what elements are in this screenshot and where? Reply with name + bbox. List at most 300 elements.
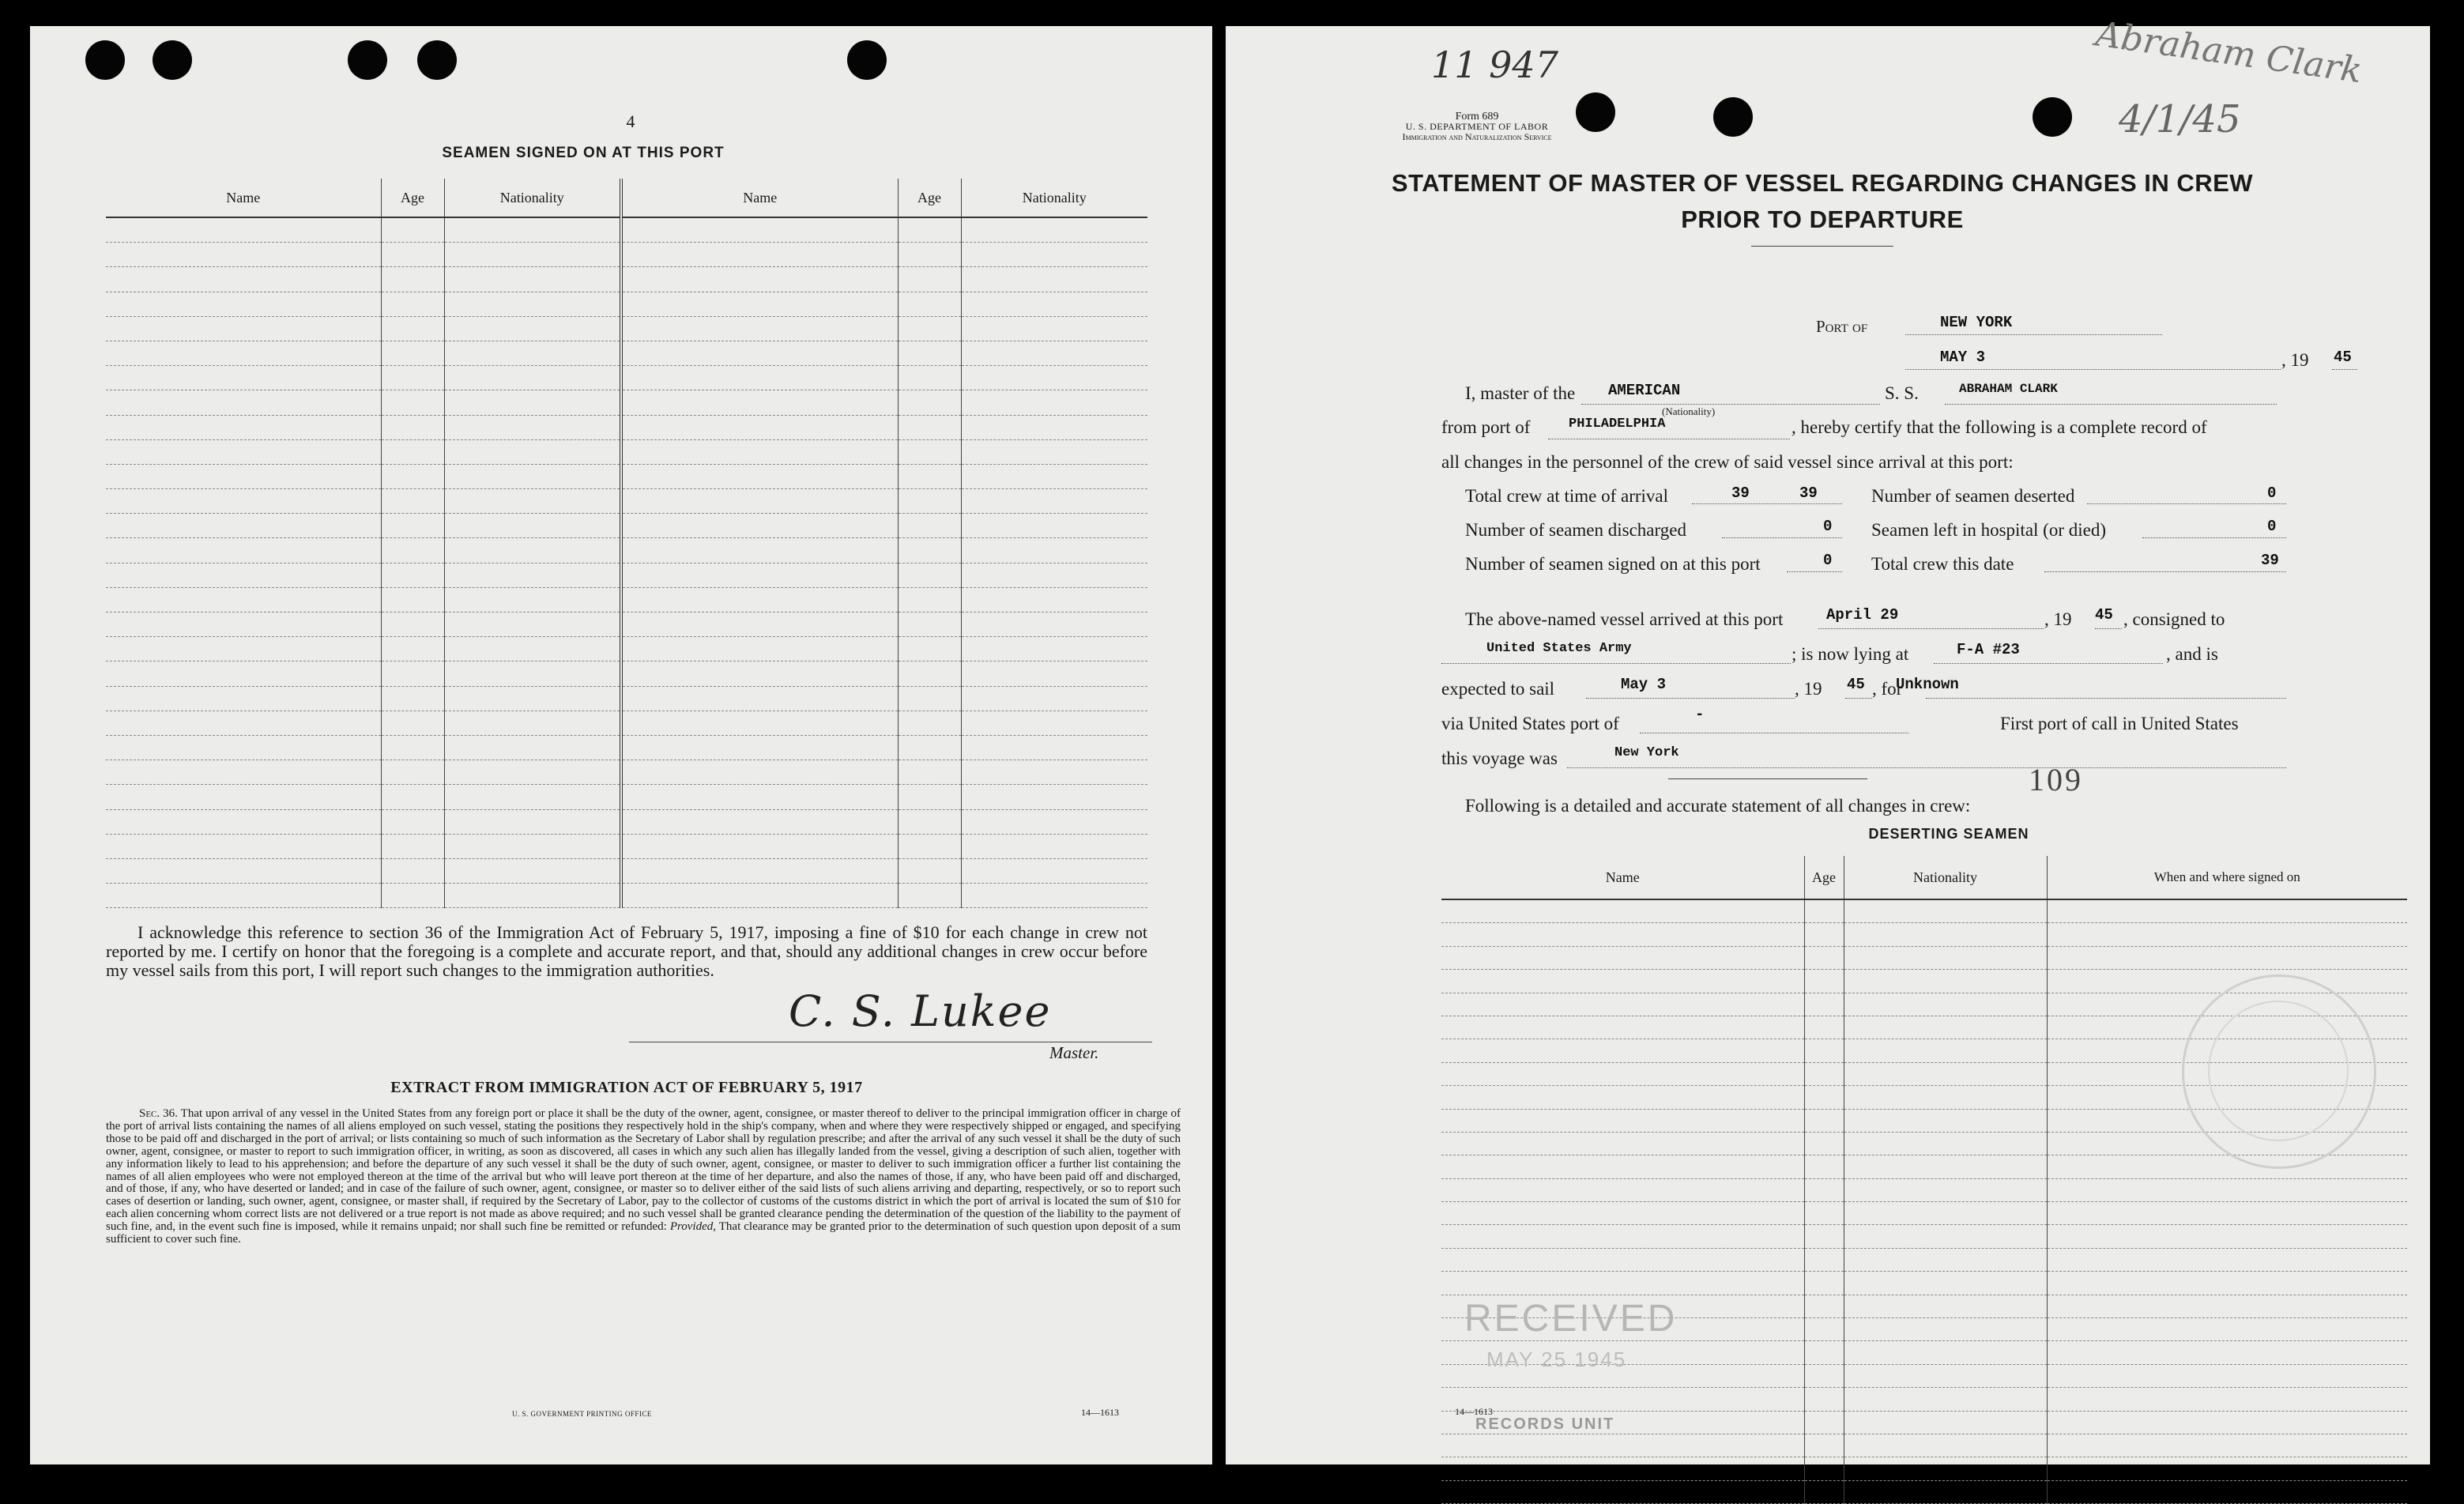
table-cell <box>106 735 381 760</box>
table-cell <box>381 686 444 711</box>
table-row <box>106 390 1147 415</box>
table-cell <box>1441 1388 1804 1411</box>
table-cell <box>898 834 961 858</box>
title-rule <box>1751 246 1893 247</box>
table-cell <box>961 489 1147 514</box>
table-cell <box>381 711 444 735</box>
lying-field <box>1934 663 2163 664</box>
table-cell <box>106 292 381 316</box>
punch-hole <box>85 40 125 80</box>
table-cell <box>106 563 381 587</box>
table-cell <box>2047 1178 2407 1201</box>
table-cell <box>1804 1202 1844 1225</box>
col-header-name: Name <box>621 179 898 217</box>
table-cell <box>1804 970 1844 993</box>
records-unit-stamp: RECORDS UNIT <box>1475 1415 1615 1433</box>
table-cell <box>961 686 1147 711</box>
col-header-age: Age <box>1804 856 1844 899</box>
table-cell <box>1844 1341 2047 1364</box>
table-cell <box>2047 1364 2407 1387</box>
table-row <box>1441 1272 2407 1295</box>
section-rule <box>1668 778 1867 779</box>
table-row <box>106 341 1147 365</box>
table-cell <box>2047 1411 2407 1434</box>
table-row <box>106 884 1147 908</box>
table-cell <box>1804 1364 1844 1387</box>
table-cell <box>898 711 961 735</box>
table-cell <box>621 662 898 686</box>
date-field <box>1905 369 2281 370</box>
table-cell <box>381 785 444 809</box>
table-cell <box>1804 1225 1844 1248</box>
date-year-field <box>2332 369 2357 370</box>
statute-text <box>106 1108 1181 1246</box>
form-code: 14—1613 <box>1081 1407 1119 1418</box>
table-cell <box>1844 1225 2047 1248</box>
table-cell <box>1844 1202 2047 1225</box>
handwritten-file-number: 11 947 <box>1431 43 1558 86</box>
form-title <box>1226 165 2419 238</box>
table-cell <box>2047 1318 2407 1341</box>
table-row <box>1441 899 2407 923</box>
table-row <box>106 489 1147 514</box>
table-row <box>106 563 1147 587</box>
voyage-value: New York <box>1614 745 1679 760</box>
table-cell <box>898 538 961 563</box>
stamped-number: 109 <box>2029 762 2083 797</box>
total-crew-date-value: 39 <box>2261 552 2279 569</box>
deserting-seamen-table <box>1441 856 2407 1504</box>
table-cell <box>444 341 621 365</box>
received-stamp: RECEIVED <box>1464 1298 1678 1340</box>
table-cell <box>444 884 621 908</box>
table-cell <box>381 489 444 514</box>
table-cell <box>1844 1434 2047 1457</box>
col-header-nationality: Nationality <box>1844 856 2047 899</box>
punch-hole <box>847 40 887 80</box>
table-cell <box>444 316 621 341</box>
table-cell <box>621 243 898 267</box>
table-cell <box>381 366 444 390</box>
form-title-line2: PRIOR TO DEPARTURE <box>1681 205 1964 233</box>
table-row <box>106 464 1147 488</box>
table-cell <box>961 292 1147 316</box>
table-cell <box>1844 1039 2047 1062</box>
table-cell <box>961 785 1147 809</box>
table-cell <box>621 217 898 243</box>
table-cell <box>1844 946 2047 969</box>
expected-year-prefix: , 19 <box>1795 679 1822 699</box>
arrived-year-value: 45 <box>2095 606 2113 624</box>
table-cell <box>1844 1086 2047 1109</box>
statute-body: That upon arrival of any vessel in the United States from any foreign port or place it shall be the duty of the owner, agent, consignee, or master thereof to deliver to the principal immigration officer in charge of the port of arrival lists containing the names of all aliens employed on such vessel, stating the positions they respectively hold in the ship's company, when and where they were respectively shipped or engaged, and specifying those to be paid off and discharged in the port of arrival; or lists containing so much of such information as the Secretary of Labor shall by regulation prescribe; and after the arrival of any such vessel it shall be the duty of such owner, agent, consignee, or master to report to such immigration officer, in writing, as soon as discovered, all cases in which any such alien has illegally landed from the vessel, giving a description of such alien, together with any information likely to lead to his apprehension; and before the departure of any such vessel it shall be the duty of such owner, agent, consignee, or master to deliver to such immigration officer a further list containing the names of all alien employees who were not employed thereon at the time of the arrival but who will leave port thereon at the time of her departure, and also the names of those, if any, who have been paid off and discharged, and of those, if any, who have deserted or landed; and in case of the failure of such owner, agent, consignee, or master so to deliver either of the said lists of such aliens arriving and departing, respectively, or so to report such cases of desertion or landing, such owner, agent, consignee, or master shall, if required by the Secretary of Labor, pay to the collector of customs of the customs district in which the port of arrival is located the sum of $10 for each alien concerning whom correct lists are not delivered or a true report is not made as above required; and no such vessel shall be granted clearance pending the determination of the question of the liability to the payment of such fine, and, in the event such fine is imposed, while it remains unpaid; nor shall such fine be remitted or refunded: <box>106 1107 1181 1234</box>
table-cell <box>898 858 961 883</box>
table-cell <box>1804 1132 1844 1155</box>
table-cell <box>621 439 898 464</box>
table-cell <box>106 267 381 292</box>
table-cell <box>1844 1318 2047 1341</box>
table-cell <box>381 341 444 365</box>
table-cell <box>961 267 1147 292</box>
table-cell <box>961 858 1147 883</box>
hospital-field <box>2142 537 2286 538</box>
table-cell <box>106 415 381 439</box>
table-cell <box>106 587 381 612</box>
table-cell <box>381 809 444 834</box>
table-row <box>1441 1202 2407 1225</box>
table-cell <box>444 711 621 735</box>
form-number: Form 689 <box>1455 111 1499 123</box>
table-cell <box>1441 1155 1804 1178</box>
table-row <box>106 662 1147 686</box>
table-cell <box>961 514 1147 538</box>
table-cell <box>961 760 1147 785</box>
table-cell <box>1844 1388 2047 1411</box>
lying-label: ; is now lying at <box>1791 644 1909 664</box>
table-cell <box>898 884 961 908</box>
table-cell <box>898 390 961 415</box>
table-cell <box>621 366 898 390</box>
table-cell <box>106 637 381 662</box>
table-cell <box>1844 1155 2047 1178</box>
left-page <box>30 26 1212 1464</box>
table-row <box>106 711 1147 735</box>
table-cell <box>381 735 444 760</box>
table-cell <box>898 514 961 538</box>
table-cell <box>381 390 444 415</box>
via-port-label: via United States port of <box>1441 714 1619 733</box>
table-row <box>106 243 1147 267</box>
table-cell <box>898 563 961 587</box>
table-cell <box>961 884 1147 908</box>
date-value: MAY 3 <box>1940 349 1986 366</box>
table-cell <box>1804 1341 1844 1364</box>
table-cell <box>898 489 961 514</box>
nationality-field <box>1581 404 1880 405</box>
table-cell <box>1844 1272 2047 1295</box>
total-crew-date-label: Total crew this date <box>1871 554 2014 574</box>
col-header-nationality: Nationality <box>961 179 1147 217</box>
table-cell <box>898 662 961 686</box>
table-cell <box>961 538 1147 563</box>
table-cell <box>1804 1318 1844 1341</box>
table-cell <box>961 834 1147 858</box>
table-cell <box>1441 1132 1804 1155</box>
total-crew-arrival-value: 39 <box>1731 484 1750 502</box>
table-cell <box>961 366 1147 390</box>
discharged-value: 0 <box>1823 518 1833 535</box>
table-cell <box>621 267 898 292</box>
table-cell <box>444 785 621 809</box>
table-cell <box>444 267 621 292</box>
table-cell <box>106 341 381 365</box>
table-cell <box>1441 1178 1804 1201</box>
table-cell <box>106 711 381 735</box>
table-cell <box>1441 1202 1804 1225</box>
table-cell <box>1844 1295 2047 1317</box>
table-cell <box>621 587 898 612</box>
table-cell <box>1441 899 1804 923</box>
signed-on-label: Number of seamen signed on at this port <box>1465 554 1761 574</box>
table-cell <box>444 292 621 316</box>
table-cell <box>381 834 444 858</box>
table-cell <box>621 858 898 883</box>
table-cell <box>621 514 898 538</box>
nationality-value: AMERICAN <box>1608 382 1681 399</box>
certify-text: , hereby certify that the following is a complete record of <box>1791 417 2207 437</box>
table-cell <box>1804 1411 1844 1434</box>
table-cell <box>1441 946 1804 969</box>
table-cell <box>621 711 898 735</box>
table-cell <box>1804 923 1844 946</box>
table-cell <box>381 760 444 785</box>
table-cell <box>961 316 1147 341</box>
table-cell <box>621 316 898 341</box>
table-cell <box>106 390 381 415</box>
first-port-label: First port of call in United States <box>2000 714 2239 733</box>
table-cell <box>1804 1109 1844 1132</box>
table-cell <box>106 464 381 488</box>
table-cell <box>898 809 961 834</box>
hospital-value: 0 <box>2267 518 2277 535</box>
table-cell <box>961 217 1147 243</box>
signed-on-value: 0 <box>1823 552 1833 569</box>
table-cell <box>961 341 1147 365</box>
table-cell <box>1804 946 1844 969</box>
master-label: Master. <box>1049 1043 1099 1062</box>
table-cell <box>106 686 381 711</box>
department-name: U. S. DEPARTMENT OF LABOR <box>1405 121 1549 132</box>
seamen-signed-table <box>106 179 1147 908</box>
table-cell <box>961 613 1147 637</box>
expected-sail-label: expected to sail <box>1441 679 1555 699</box>
table-cell <box>2047 1248 2407 1271</box>
table-cell <box>106 858 381 883</box>
table-cell <box>444 390 621 415</box>
table-cell <box>106 243 381 267</box>
table-cell <box>1441 1039 1804 1062</box>
consignee-field <box>1441 663 1791 664</box>
table-cell <box>2047 1341 2407 1364</box>
table-cell <box>898 316 961 341</box>
table-cell <box>1804 1039 1844 1062</box>
seamen-signed-rows <box>106 217 1147 908</box>
table-cell <box>898 415 961 439</box>
table-cell <box>1441 970 1804 993</box>
table-cell <box>1844 1248 2047 1271</box>
table-cell <box>621 760 898 785</box>
table-row <box>106 538 1147 563</box>
table-row <box>106 760 1147 785</box>
table-cell <box>961 390 1147 415</box>
port-label: Port of <box>1816 317 1868 336</box>
punch-hole <box>153 40 192 80</box>
table-row <box>106 514 1147 538</box>
table-cell <box>1844 970 2047 993</box>
table-cell <box>381 464 444 488</box>
master-of-label: I, master of the <box>1465 383 1576 403</box>
table-cell <box>898 267 961 292</box>
table-cell <box>1441 1109 1804 1132</box>
total-crew-arrival-field <box>1692 503 1842 504</box>
table-cell <box>444 735 621 760</box>
date-year-value: 45 <box>2334 349 2352 366</box>
arrived-year-prefix: , 19 <box>2044 609 2072 629</box>
table-cell <box>444 637 621 662</box>
table-cell <box>621 292 898 316</box>
table-cell <box>1844 923 2047 946</box>
table-row <box>106 809 1147 834</box>
table-cell <box>381 884 444 908</box>
arrived-date-field <box>1818 628 2044 629</box>
table-row <box>106 439 1147 464</box>
table-cell <box>621 489 898 514</box>
table-cell <box>1804 1295 1844 1317</box>
and-is-text: , and is <box>2166 644 2218 664</box>
table-cell <box>961 464 1147 488</box>
table-row <box>1441 1248 2407 1271</box>
table-row <box>106 613 1147 637</box>
table-row <box>106 587 1147 612</box>
for-label: , for <box>1872 679 1903 699</box>
col-header-name: Name <box>1441 856 1804 899</box>
table-cell <box>1441 1062 1804 1085</box>
table-cell <box>106 489 381 514</box>
table-cell <box>1804 1016 1844 1038</box>
table-cell <box>1441 923 1804 946</box>
table-cell <box>106 834 381 858</box>
arrived-date-value: April 29 <box>1826 606 1899 624</box>
table-row <box>106 785 1147 809</box>
table-cell <box>2047 1225 2407 1248</box>
punch-hole <box>1713 97 1753 137</box>
statute-end: That clearance may be granted prior to the determination of such question upon deposit of a sum sufficient to cover such fine. <box>106 1220 1181 1246</box>
table-cell <box>2047 1434 2407 1457</box>
table-cell <box>381 243 444 267</box>
table-cell <box>1804 1457 1844 1480</box>
table-cell <box>1441 1086 1804 1109</box>
table-row <box>1441 1225 2407 1248</box>
consignee-value: United States Army <box>1486 641 1632 656</box>
table-cell <box>1844 899 2047 923</box>
table-cell <box>444 587 621 612</box>
table-cell <box>106 538 381 563</box>
table-cell <box>621 637 898 662</box>
table-cell <box>898 637 961 662</box>
handwritten-ship-name: Abraham Clark <box>2093 13 2365 92</box>
table-cell <box>106 613 381 637</box>
table-cell <box>621 785 898 809</box>
total-crew-arrival-label: Total crew at time of arrival <box>1465 486 1669 506</box>
discharged-field <box>1722 537 1842 538</box>
table-cell <box>898 587 961 612</box>
table-cell <box>961 735 1147 760</box>
table-cell <box>1441 1248 1804 1271</box>
master-signature: C. S. Lukee <box>789 986 1052 1036</box>
table-row <box>106 415 1147 439</box>
table-cell <box>1844 1364 2047 1387</box>
table-cell <box>106 514 381 538</box>
table-cell <box>444 538 621 563</box>
table-cell <box>621 834 898 858</box>
table-cell <box>898 785 961 809</box>
punch-hole <box>2033 97 2072 137</box>
expected-year-value: 45 <box>1847 676 1865 693</box>
table-cell <box>621 341 898 365</box>
discharged-label: Number of seamen discharged <box>1465 520 1686 540</box>
acknowledgment-text: I acknowledge this reference to section 36 of the Immigration Act of February 5, 1917, imposing a fine of $10 for each change in crew not reported by me. I certify on honor that the foregoing is a complete and accurate report, and that, should any additional changes in crew occur before my vessel sails from this port, I will report such changes to the immigration authorities. <box>106 922 1147 980</box>
table-cell <box>444 489 621 514</box>
table-cell <box>1844 1016 2047 1038</box>
table-row <box>1441 1434 2407 1457</box>
table-cell <box>106 760 381 785</box>
ship-name-value: ABRAHAM CLARK <box>1959 382 2058 396</box>
table-cell <box>1844 1062 2047 1085</box>
table-cell <box>1804 1248 1844 1271</box>
table-cell <box>444 366 621 390</box>
table-row <box>1441 1178 2407 1201</box>
service-name: Immigration and Naturalization Service <box>1402 131 1552 142</box>
port-field <box>1905 334 2162 335</box>
date-year-prefix: , 19 <box>2281 350 2309 370</box>
signed-on-field <box>1787 571 1842 572</box>
nationality-caption: (Nationality) <box>1662 405 1716 417</box>
expected-sail-field <box>1586 698 1795 699</box>
table-cell <box>381 514 444 538</box>
punch-hole <box>348 40 387 80</box>
table-cell <box>1804 1434 1844 1457</box>
table-cell <box>1844 993 2047 1016</box>
all-changes-text: all changes in the personnel of the crew of said vessel since arrival at this port: <box>1441 452 2014 472</box>
hospital-label: Seamen left in hospital (or died) <box>1871 520 2107 540</box>
table-cell <box>621 464 898 488</box>
table-cell <box>2047 1457 2407 1480</box>
table-cell <box>898 735 961 760</box>
table-cell <box>1844 1411 2047 1434</box>
table-cell <box>1441 1272 1804 1295</box>
form-code: 14—1613 <box>1455 1406 1493 1417</box>
right-page <box>1226 13 2430 1464</box>
table-cell <box>898 464 961 488</box>
page-number: 4 <box>626 111 635 131</box>
table-cell <box>381 858 444 883</box>
table-cell <box>381 563 444 587</box>
form-title-line1: STATEMENT OF MASTER OF VESSEL REGARDING CHANGES IN CREW <box>1391 169 2254 197</box>
table-cell <box>621 415 898 439</box>
ss-label: S. S. <box>1885 383 1919 403</box>
table-cell <box>898 217 961 243</box>
table-cell <box>444 243 621 267</box>
table-row <box>106 316 1147 341</box>
table-cell <box>381 292 444 316</box>
table-cell <box>961 587 1147 612</box>
table-cell <box>961 662 1147 686</box>
table-cell <box>444 760 621 785</box>
table-cell <box>444 464 621 488</box>
table-cell <box>961 439 1147 464</box>
table-cell <box>1804 899 1844 923</box>
table-row <box>106 217 1147 243</box>
table-row <box>106 858 1147 883</box>
table-cell <box>444 613 621 637</box>
table-cell <box>898 366 961 390</box>
table-cell <box>106 662 381 686</box>
arrived-label: The above-named vessel arrived at this port <box>1465 609 1784 629</box>
col-header-age: Age <box>898 179 961 217</box>
via-port-value: - <box>1695 706 1705 723</box>
table-cell <box>898 341 961 365</box>
lying-value: F-A #23 <box>1957 641 2020 658</box>
